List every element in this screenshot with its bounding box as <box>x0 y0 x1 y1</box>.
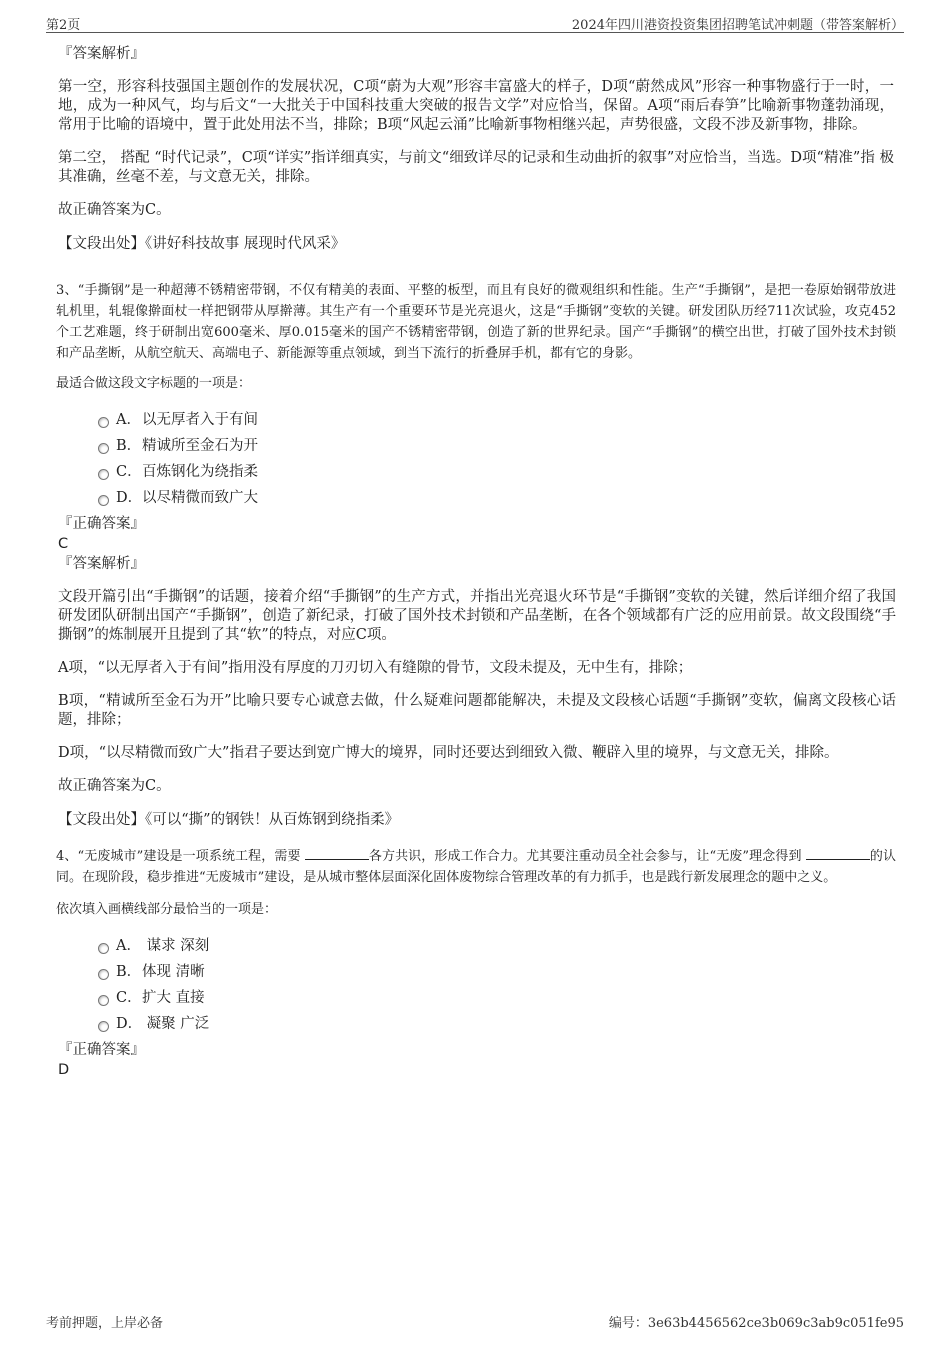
question-3-options <box>58 407 896 511</box>
radio-icon[interactable] <box>98 443 109 454</box>
radio-icon[interactable] <box>98 995 109 1006</box>
question-4-prompt <box>56 900 896 920</box>
analysis-paragraph: 第二空， 搭配 “时代记录”，C项“详实”指详细真实，与前文“细致详尽的记录和生动曲折的叙事”对应恰当，当选。D项“精准”指 极其准确，丝毫不差，与文意无关，排除。 <box>58 150 894 185</box>
document-id: 编号：3e63b4456562ce3b069c3ab9c051fe95 <box>608 1316 904 1331</box>
answer-label: 『正确答案』 <box>58 1042 145 1058</box>
option-d[interactable]: D．以尽精微而致广大 <box>58 485 896 511</box>
analysis-label: 『答案解析』 <box>58 46 145 62</box>
analysis-paragraph: 第一空，形容科技强国主题创作的发展状况，C项“蔚为大观”形容丰富盛大的样子，D项“蔚然成风”形容一种事物盛行于一时，一地，成为一种风气，均与后文“一大批关于中国科技重大突破的报告文学”对应恰当，保留。A项“雨后春笋”比喻新事物蓬勃涌现，常用于比喻的语境中，置于此处用法不当，排除；B项“风起云涌”比喻新事物相继兴起，声势很盛，文段不涉及新事物，排除。 <box>58 79 894 133</box>
question-4-answer <box>58 1040 896 1080</box>
question-4 <box>56 846 896 888</box>
question-3-prompt <box>56 374 896 394</box>
analysis-paragraph: B项，“精诚所至金石为开”比喻只要专心诚意去做，什么疑难问题都能解决，未提及文段核心话题“手撕钢”变软，偏离文段核心话题，排除； <box>58 693 896 728</box>
correct-answer: C <box>58 536 69 552</box>
analysis-paragraph: 文段开篇引出“手撕钢”的话题，接着介绍“手撕钢”的生产方式，并指出光亮退火环节是“手撕钢”变软的关键，然后详细介绍了我国研发团队研制出国产“手撕钢”，创造了新纪录，打破了国外技术封锁和产品垄断，在各个领域都有广泛的应用前景。故文段围绕“手撕钢”的炼制展开且提到了其“软”的特点，对应C项。 <box>58 589 896 643</box>
option-a[interactable]: A． 谋求 深刻 <box>58 933 896 959</box>
blank-line <box>305 847 369 860</box>
page-header <box>46 10 904 33</box>
footer-slogan: 考前押题，上岸必备 <box>46 1316 164 1331</box>
option-b[interactable]: B．精诚所至金石为开 <box>58 433 896 459</box>
blank-line <box>806 847 870 860</box>
option-c[interactable]: C．百炼钢化为绕指柔 <box>58 459 896 485</box>
option-a[interactable]: A．以无厚者入于有间 <box>58 407 896 433</box>
q2-analysis <box>58 44 894 266</box>
radio-icon[interactable] <box>98 943 109 954</box>
question-text: 3、“手撕钢”是一种超薄不锈精密带钢，不仅有精美的表面、平整的板型，而且有良好的微观组织和性能。生产“手撕钢”，是把一卷原始钢带放进轧机里，轧辊像擀面杖一样把钢带从厚擀薄。其生产有一个重要环节是光亮退火，这是“手撕钢”变软的关键。研发团队历经711次试验，攻克452个工艺难题，终于研制出宽600毫米、厚0.015毫米的国产不锈精密带钢，创造了新的世界纪录。国产“手撕钢”的横空出世，打破了国外技术封锁和产品垄断，从航空航天、高端电子、新能源等重点领域，到当下流行的折叠屏手机，都有它的身影。 <box>56 283 896 361</box>
analysis-label: 『答案解析』 <box>58 556 145 572</box>
option-d[interactable]: D． 凝聚 广泛 <box>58 1011 896 1037</box>
radio-icon[interactable] <box>98 495 109 506</box>
page-number: 第2页 <box>46 18 81 33</box>
question-4-options <box>58 933 896 1037</box>
question-3-answer <box>58 514 896 842</box>
question-prompt: 最适合做这段文字标题的一项是： <box>56 376 252 391</box>
source-citation: 【文段出处】《可以“撕”的钢铁！从百炼钢到绕指柔》 <box>58 812 400 828</box>
question-3 <box>56 280 896 364</box>
analysis-paragraph: D项，“以尽精微而致广大”指君子要达到宽广博大的境界，同时还要达到细致入微、鞭辟入里的境界，与文意无关，排除。 <box>58 745 839 761</box>
analysis-conclusion: 故正确答案为C。 <box>58 202 171 218</box>
option-c[interactable]: C．扩大 直接 <box>58 985 896 1011</box>
correct-answer: D <box>58 1062 70 1078</box>
radio-icon[interactable] <box>98 1021 109 1032</box>
radio-icon[interactable] <box>98 969 109 980</box>
source-citation: 【文段出处】《讲好科技故事 展现时代风采》 <box>58 236 346 252</box>
question-text: 4、“无废城市”建设是一项系统工程，需要 各方共识，形成工作合力。尤其要注重动员全社会参与，让“无废”理念得到 的认同。在现阶段，稳步推进“无废城市”建设，是从城市整体层面深化固体废物综合管理改革的有力抓手，也是践行新发展理念的题中之义。 <box>56 849 896 885</box>
answer-label: 『正确答案』 <box>58 516 145 532</box>
document-title: 2024年四川港资投资集团招聘笔试冲刺题（带答案解析） <box>571 18 904 33</box>
radio-icon[interactable] <box>98 417 109 428</box>
analysis-conclusion: 故正确答案为C。 <box>58 778 171 794</box>
radio-icon[interactable] <box>98 469 109 480</box>
option-b[interactable]: B．体现 清晰 <box>58 959 896 985</box>
question-prompt: 依次填入画横线部分最恰当的一项是： <box>56 902 278 917</box>
analysis-paragraph: A项，“以无厚者入于有间”指用没有厚度的刀刃切入有缝隙的骨节，文段未提及，无中生有，排除； <box>58 660 693 676</box>
